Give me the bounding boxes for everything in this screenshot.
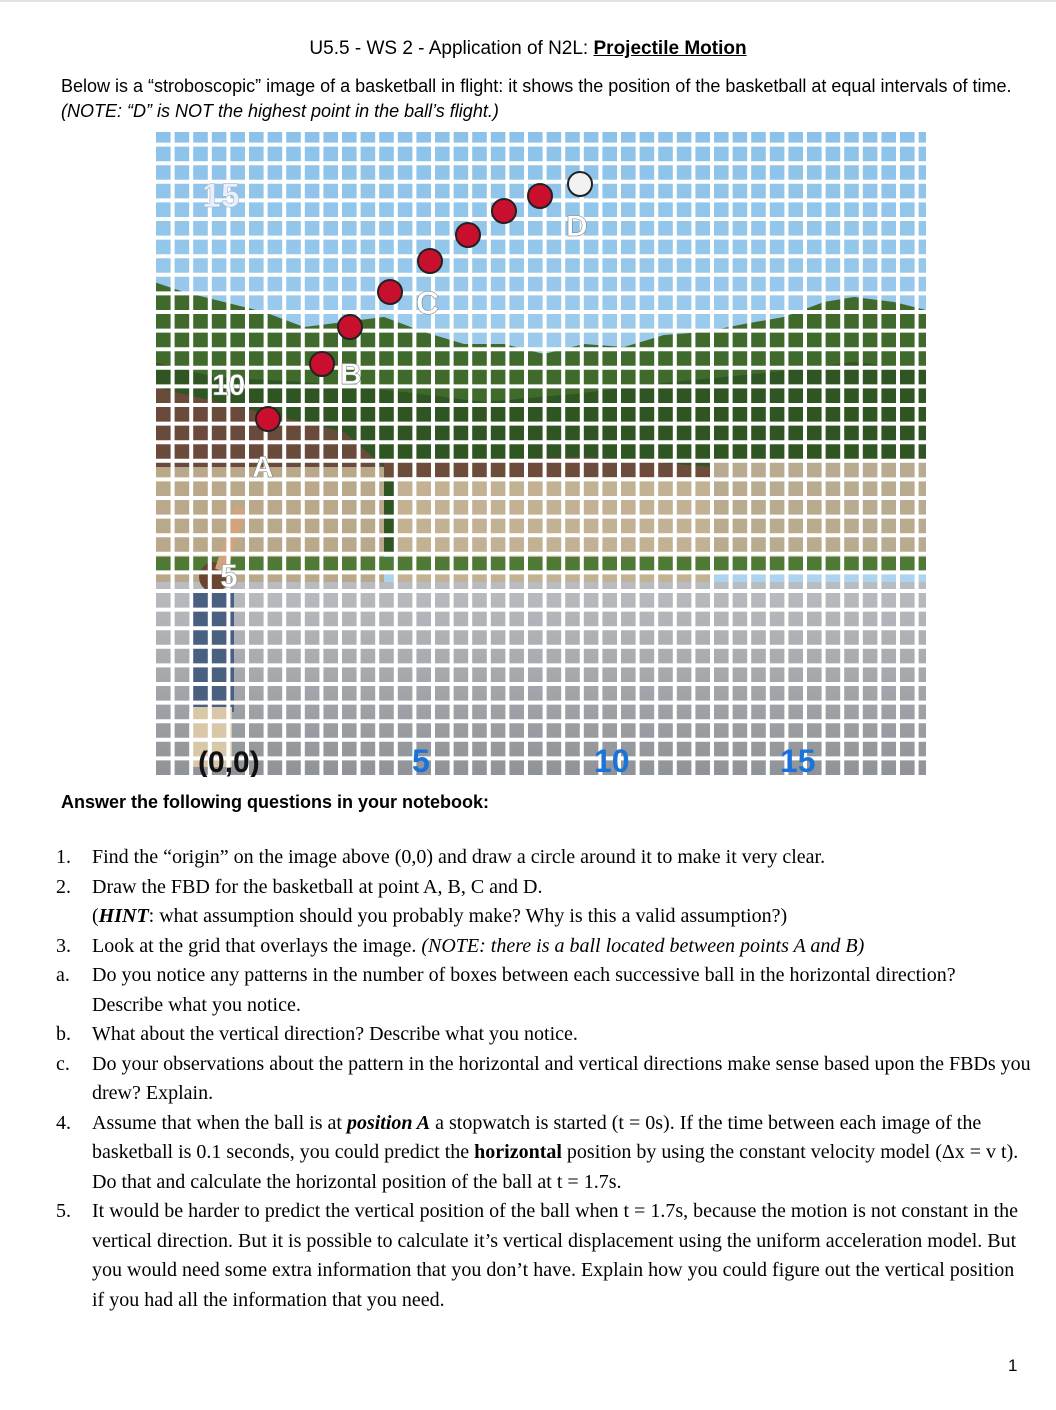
question-3-note: (NOTE: there is a ball located between points A and B) [421, 934, 865, 957]
answer-heading: Answer the following questions in your notebook: [61, 792, 490, 812]
basketball [378, 280, 402, 304]
horizontal-emphasis: horizontal [474, 1141, 562, 1163]
title-prefix: U5.5 - WS 2 - Application of N2L: [309, 38, 594, 59]
question-number: 5. [56, 1200, 71, 1222]
question-text: Look at the grid that overlays the image. (NOTE: there is a ball located between points A and B) [92, 934, 865, 957]
point-label-d: D [566, 210, 588, 243]
question-text: Do your observations about the pattern in the horizontal and vertical directions make sense based upon the FBDs you drew? Explain. [92, 1052, 1031, 1104]
y-label-10: 10 [212, 369, 246, 402]
question-4 [56, 1109, 1031, 1198]
question-number: 2. [56, 875, 71, 898]
question-text: What about the vertical direction? Describe what you notice. [92, 1023, 578, 1045]
question-text: Assume that when the ball is at position A a stopwatch is started (t = 0s). If the time between each image of the basketball is 0.1 seconds, you could predict the horizontal position by using the constant velocity model (Δx = v t). Do that and calculate the horizontal position of the ball at t = 1.7s. [92, 1111, 1019, 1193]
page-top-border [0, 0, 1056, 2]
position-a-emphasis: position A [346, 1111, 431, 1134]
question-3a [56, 961, 1031, 1020]
hedge [154, 557, 926, 572]
figure-image [154, 132, 926, 777]
intro-paragraph [61, 74, 1021, 124]
question-5 [56, 1197, 1031, 1315]
basketball [338, 315, 362, 339]
question-list [56, 843, 1031, 1315]
intro-note: (NOTE: “D” is NOT the highest point in the ball’s flight.) [61, 101, 499, 121]
page-number: 1 [1008, 1356, 1018, 1375]
y-label-5: 5 [220, 558, 238, 594]
question-1 [56, 843, 1031, 873]
question-text: It would be harder to predict the vertical position of the ball when t = 1.7s, because the motion is not constant in the vertical direction. But it is possible to calculate it’s vertical displacement using the uniform acceleration model. But you would need some extra information that you don’t have. Explain how you could figure out the vertical position if you had all the information that you need. [92, 1200, 1019, 1311]
point-label-b: B [340, 358, 362, 391]
question-3 [56, 932, 1031, 962]
basketball [256, 407, 280, 431]
question-text: Draw the FBD for the basketball at point A, B, C and D. (HINT: what assumption should you probably make? Why is this a valid assumption?) [92, 875, 788, 927]
x-label-15: 15 [780, 743, 816, 777]
basketball [418, 249, 442, 273]
hint-label: HINT [98, 905, 149, 927]
page-title [0, 38, 1056, 60]
point-label-a: A [252, 451, 274, 484]
question-number: c. [56, 1052, 70, 1075]
question-3b [56, 1020, 1031, 1050]
x-label-5: 5 [412, 743, 430, 777]
x-label-10: 10 [594, 743, 630, 777]
origin-label: (0,0) [198, 746, 260, 777]
question-text: Find the “origin” on the image above (0,0) and draw a circle around it to make it very clear. [92, 846, 826, 868]
basketball [568, 172, 592, 196]
basketball [528, 184, 552, 208]
basketball [310, 352, 334, 376]
question-number: b. [56, 1023, 71, 1045]
title-topic: Projectile Motion [593, 38, 747, 59]
point-label-c: C [416, 285, 440, 321]
question-number: 3. [56, 934, 71, 957]
question-number: a. [56, 964, 70, 986]
question-text: Do you notice any patterns in the number of boxes between each successive ball in the horizontal direction? Describe what you notice. [92, 964, 956, 1016]
question-number: 1. [56, 846, 71, 868]
basketball [492, 199, 516, 223]
intro-text: Below is a “stroboscopic” image of a basketball in flight: it shows the position of the basketball at equal intervals of time. [61, 76, 1012, 96]
question-3c [56, 1050, 1031, 1109]
y-label-15: 15 [202, 177, 240, 215]
question-2 [56, 873, 1031, 932]
question-number: 4. [56, 1111, 71, 1134]
basketball [456, 223, 480, 247]
stroboscopic-figure [154, 132, 926, 777]
